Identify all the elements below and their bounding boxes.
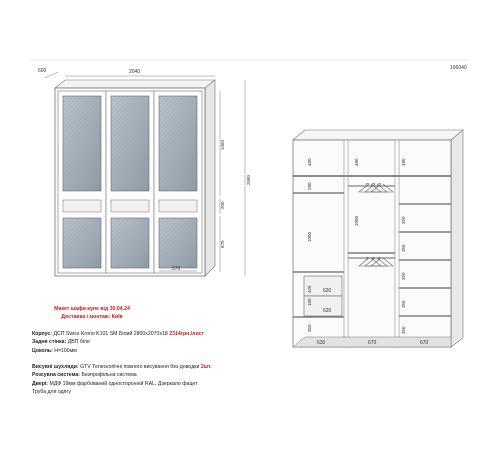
dim-height: 2680 <box>246 174 251 185</box>
c1-d5: 180 <box>307 298 312 306</box>
dim-depth: 600 <box>38 68 47 74</box>
spec-rail: Труба для одягу <box>32 389 71 396</box>
spec-plinth: Цоколь: H=100мм <box>32 347 77 354</box>
spec-korpus: Корпус: ДСП Swiss Krono K101 SM Білий 2800х2070х18 2314грн./лист <box>32 330 205 337</box>
spec-notes <box>32 305 332 397</box>
spec-sliding: Розсувна система: Безпрофільна система <box>32 372 137 379</box>
dim-upper-panel: 1360 <box>220 139 225 150</box>
bottom-width-1: 630 <box>317 340 326 346</box>
door-3 <box>154 91 202 273</box>
drawer-width-2: 620 <box>323 308 332 314</box>
doc-number: 196040 <box>450 65 467 71</box>
c3-d6: 350 <box>401 326 406 334</box>
door-2 <box>106 91 154 273</box>
bottom-width-2: 670 <box>368 340 377 346</box>
c2-d1: 480 <box>354 158 359 166</box>
c2-d2: 1000 <box>354 215 359 226</box>
order-title: Макет шафи-купе від 30.04.24 <box>54 306 130 312</box>
c1-d4: 420 <box>307 285 312 293</box>
spec-doors: Двері: МДФ 19мм фарбований односторонній RAL, Дзеркало фацет <box>32 380 198 387</box>
c3-d2: 350 <box>401 216 406 224</box>
door-1 <box>58 91 106 273</box>
c1-d6: 350 <box>307 324 312 332</box>
c3-d3: 350 <box>401 244 406 252</box>
c3-d5: 350 <box>401 300 406 308</box>
drawer-width-1: 620 <box>323 288 332 294</box>
spec-back: Задня стінка: ДВП біле <box>32 339 90 346</box>
spec-drawers: Висувні шухляди: GTV Телескопічні повного висування без доводки 2шт. <box>32 364 212 371</box>
c1-d1: 480 <box>307 158 312 166</box>
c3-d1: 480 <box>401 158 406 166</box>
delivery-line: Доставка і монтаж: Київ <box>61 314 123 321</box>
c1-d3: 1000 <box>307 231 312 242</box>
front-view <box>45 72 245 276</box>
c3-d4: 350 <box>401 272 406 280</box>
dim-width: 2040 <box>129 69 141 75</box>
c1-d2: 280 <box>307 182 312 190</box>
bottom-width-3: 670 <box>420 340 429 346</box>
dim-door-width: 570 <box>172 266 181 272</box>
dim-mid-panel: 200 <box>220 201 225 209</box>
dim-lower-panel: 870 <box>220 240 225 248</box>
